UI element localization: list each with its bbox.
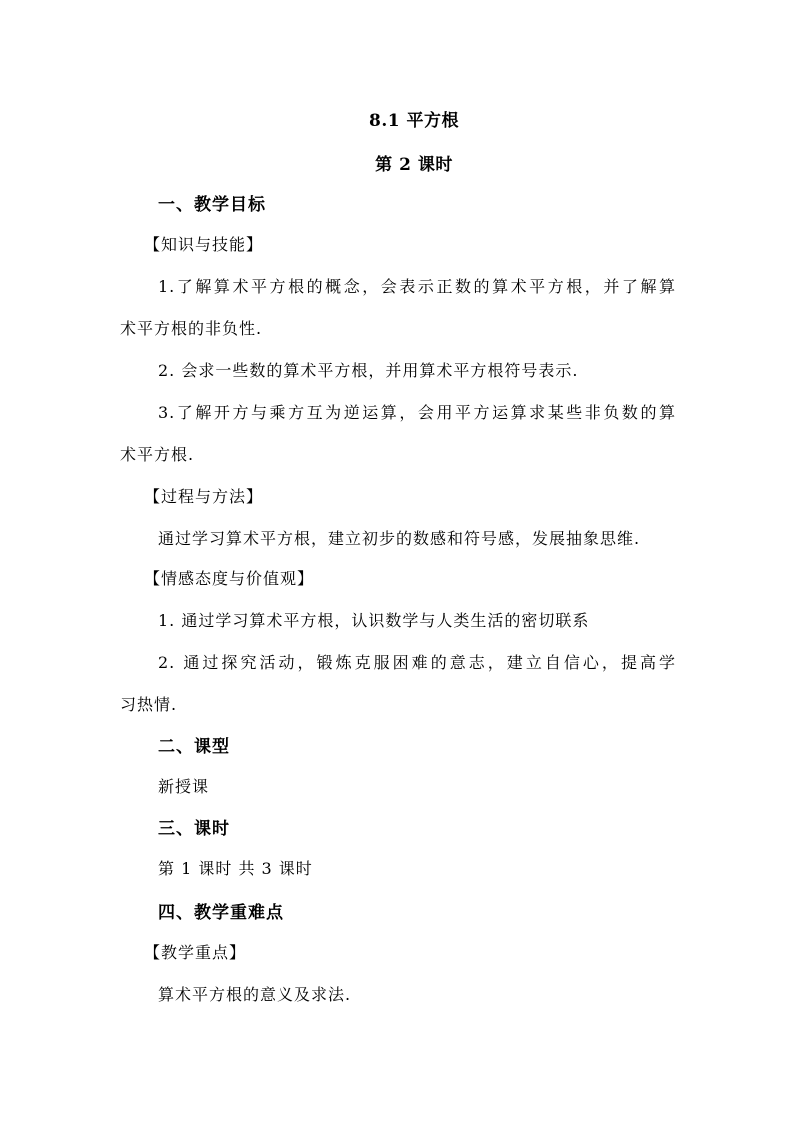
section-heading-keypoints: 四、教学重难点 [158, 903, 284, 923]
hours-text: 第 1 课时 共 3 课时 [158, 859, 313, 878]
knowledge-item2: 2. 会求一些数的算术平方根，并用算术平方根符号表示. [158, 361, 579, 380]
process-label: 【过程与方法】 [144, 487, 264, 506]
type-text: 新授课 [158, 777, 210, 796]
knowledge-item1-line1: 1.了解算术平方根的概念，会表示正数的算术平方根，并了解算 [158, 277, 676, 296]
section-heading-type: 二、课型 [158, 737, 230, 757]
emotion-label: 【情感态度与价值观】 [144, 569, 315, 588]
keypoints-label: 【教学重点】 [144, 943, 247, 962]
section-heading-hours: 三、课时 [158, 819, 230, 839]
knowledge-item3-line2: 术平方根. [120, 445, 195, 464]
document-subtitle: 第 2 课时 [375, 155, 453, 175]
keypoints-text: 算术平方根的意义及求法. [158, 985, 352, 1004]
emotion-item1: 1. 通过学习算术平方根，认识数学与人类生活的密切联系 [158, 611, 590, 630]
emotion-item2-line1: 2. 通过探究活动，锻炼克服困难的意志，建立自信心，提高学 [158, 653, 676, 672]
knowledge-item3-line1: 3.了解开方与乘方互为逆运算，会用平方运算求某些非负数的算 [158, 403, 676, 422]
knowledge-item1-line2: 术平方根的非负性. [120, 319, 263, 338]
document-title: 8.1 平方根 [369, 111, 459, 131]
knowledge-label: 【知识与技能】 [144, 235, 264, 254]
process-text: 通过学习算术平方根，建立初步的数感和符号感，发展抽象思维. [158, 529, 641, 548]
section-heading-goals: 一、教学目标 [158, 195, 266, 215]
emotion-item2-line2: 习热情. [120, 695, 178, 714]
